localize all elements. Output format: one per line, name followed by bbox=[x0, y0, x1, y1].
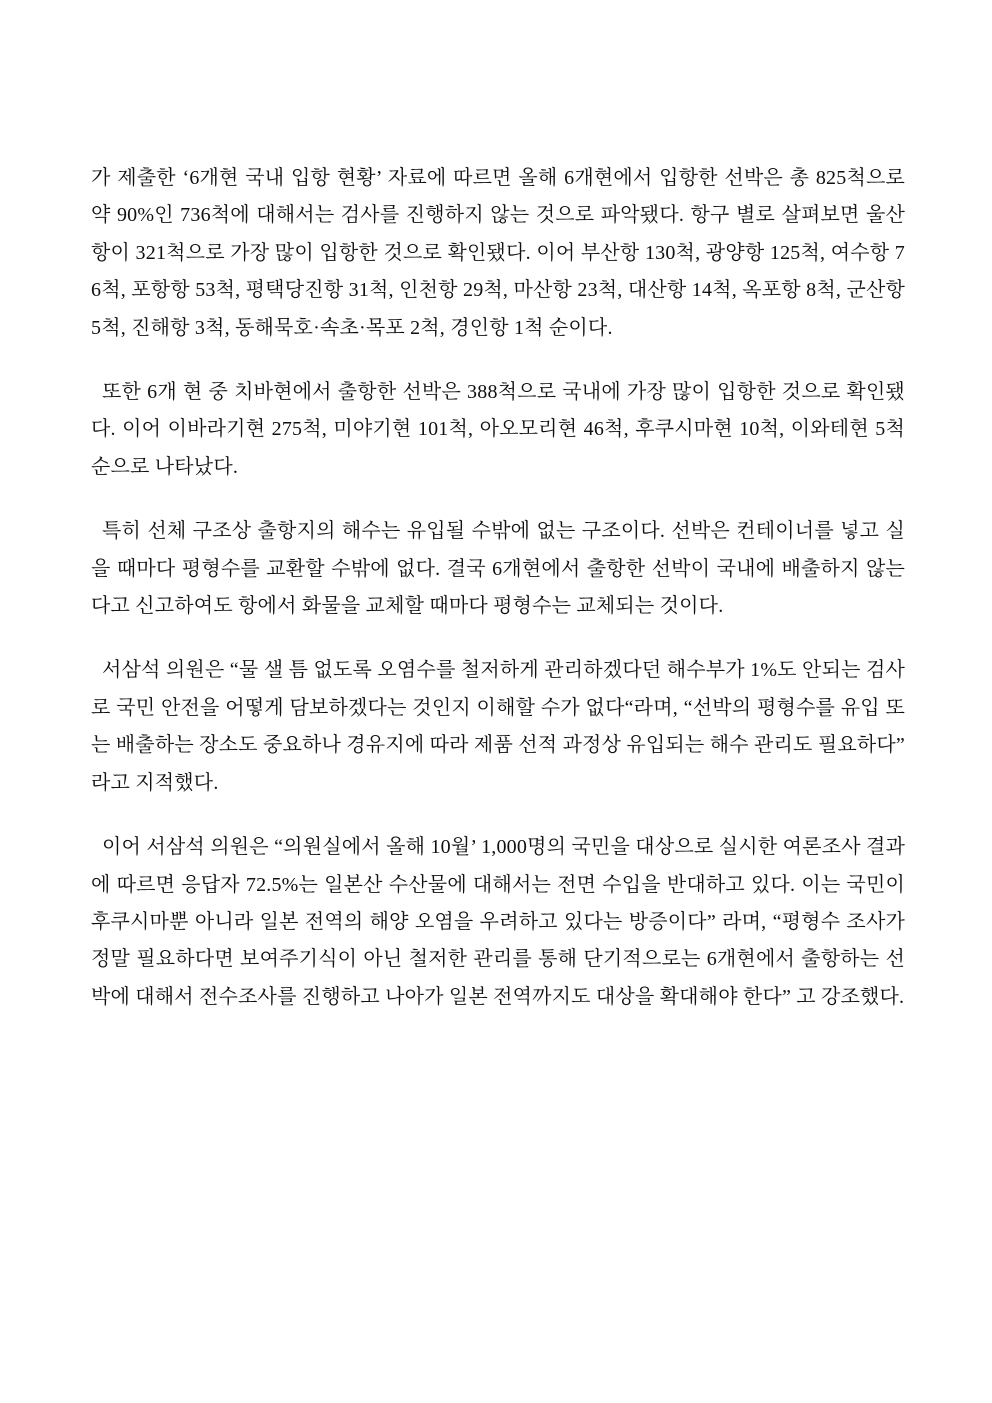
paragraph-arrival-status: 가 제출한 ‘6개현 국내 입항 현황’ 자료에 따르면 올해 6개현에서 입항한 선박은 총 825척으로 약 90%인 736척에 대해서는 검사를 진행하지 않는 것으로 파악됐다. 항구 별로 살펴보면 울산항이 321척으로 가장 많이 입항한 것으로 확인됐다. 이어 부산항 130척, 광양항 125척, 여수항 76척, 포항항 53척, 평택당진항 31척, 인천항 29척, 마산항 23척, 대산항 14척, 옥포항 8척, 군산항 5척, 진해항 3척, 동해묵호·속초·목포 2척, 경인항 1척 순이다. bbox=[91, 167, 905, 339]
paragraph-departure-prefectures: 또한 6개 현 중 치바현에서 출항한 선박은 388척으로 국내에 가장 많이 입항한 것으로 확인됐다. 이어 이바라기현 275척, 미야기현 101척, 아오모리현 46척, 후쿠시마현 10척, 이와테현 5척 순으로 나타났다. bbox=[91, 381, 905, 478]
paragraph-seo-samseok-quote-2: 이어 서삼석 의원은 “의원실에서 올해 10월’ 1,000명의 국민을 대상으로 실시한 여론조사 결과에 따르면 응답자 72.5%는 일본산 수산물에 대해서는 전면 수입을 반대하고 있다. 이는 국민이 후쿠시마뿐 아니라 일본 전역의 해양 오염을 우려하고 있다는 방증이다” 라며, “평형수 조사가 정말 필요하다면 보여주기식이 아닌 철저한 관리를 통해 단기적으로는 6개현에서 출항하는 선박에 대해서 전수조사를 진행하고 나아가 일본 전역까지도 대상을 확대해야 한다” 고 강조했다. bbox=[91, 836, 905, 1008]
paragraph-ballast-water-structure: 특히 선체 구조상 출항지의 해수는 유입될 수밖에 없는 구조이다. 선박은 컨테이너를 넣고 실을 때마다 평형수를 교환할 수밖에 없다. 결국 6개현에서 출항한 선박이 국내에 배출하지 않는다고 신고하여도 항에서 화물을 교체할 때마다 평형수는 교체되는 것이다. bbox=[91, 520, 905, 618]
paragraph-seo-samseok-quote-1: 서삼석 의원은 “물 샐 틈 없도록 오염수를 철저하게 관리하겠다던 해수부가 1%도 안되는 검사로 국민 안전을 어떻게 담보하겠다는 것인지 이해할 수가 없다“라며, “선박의 평형수를 유입 또는 배출하는 장소도 중요하나 경유지에 따라 제품 선적 과정상 유입되는 해수 관리도 필요하다” 라고 지적했다. bbox=[91, 659, 905, 794]
document-page bbox=[91, 160, 905, 1043]
